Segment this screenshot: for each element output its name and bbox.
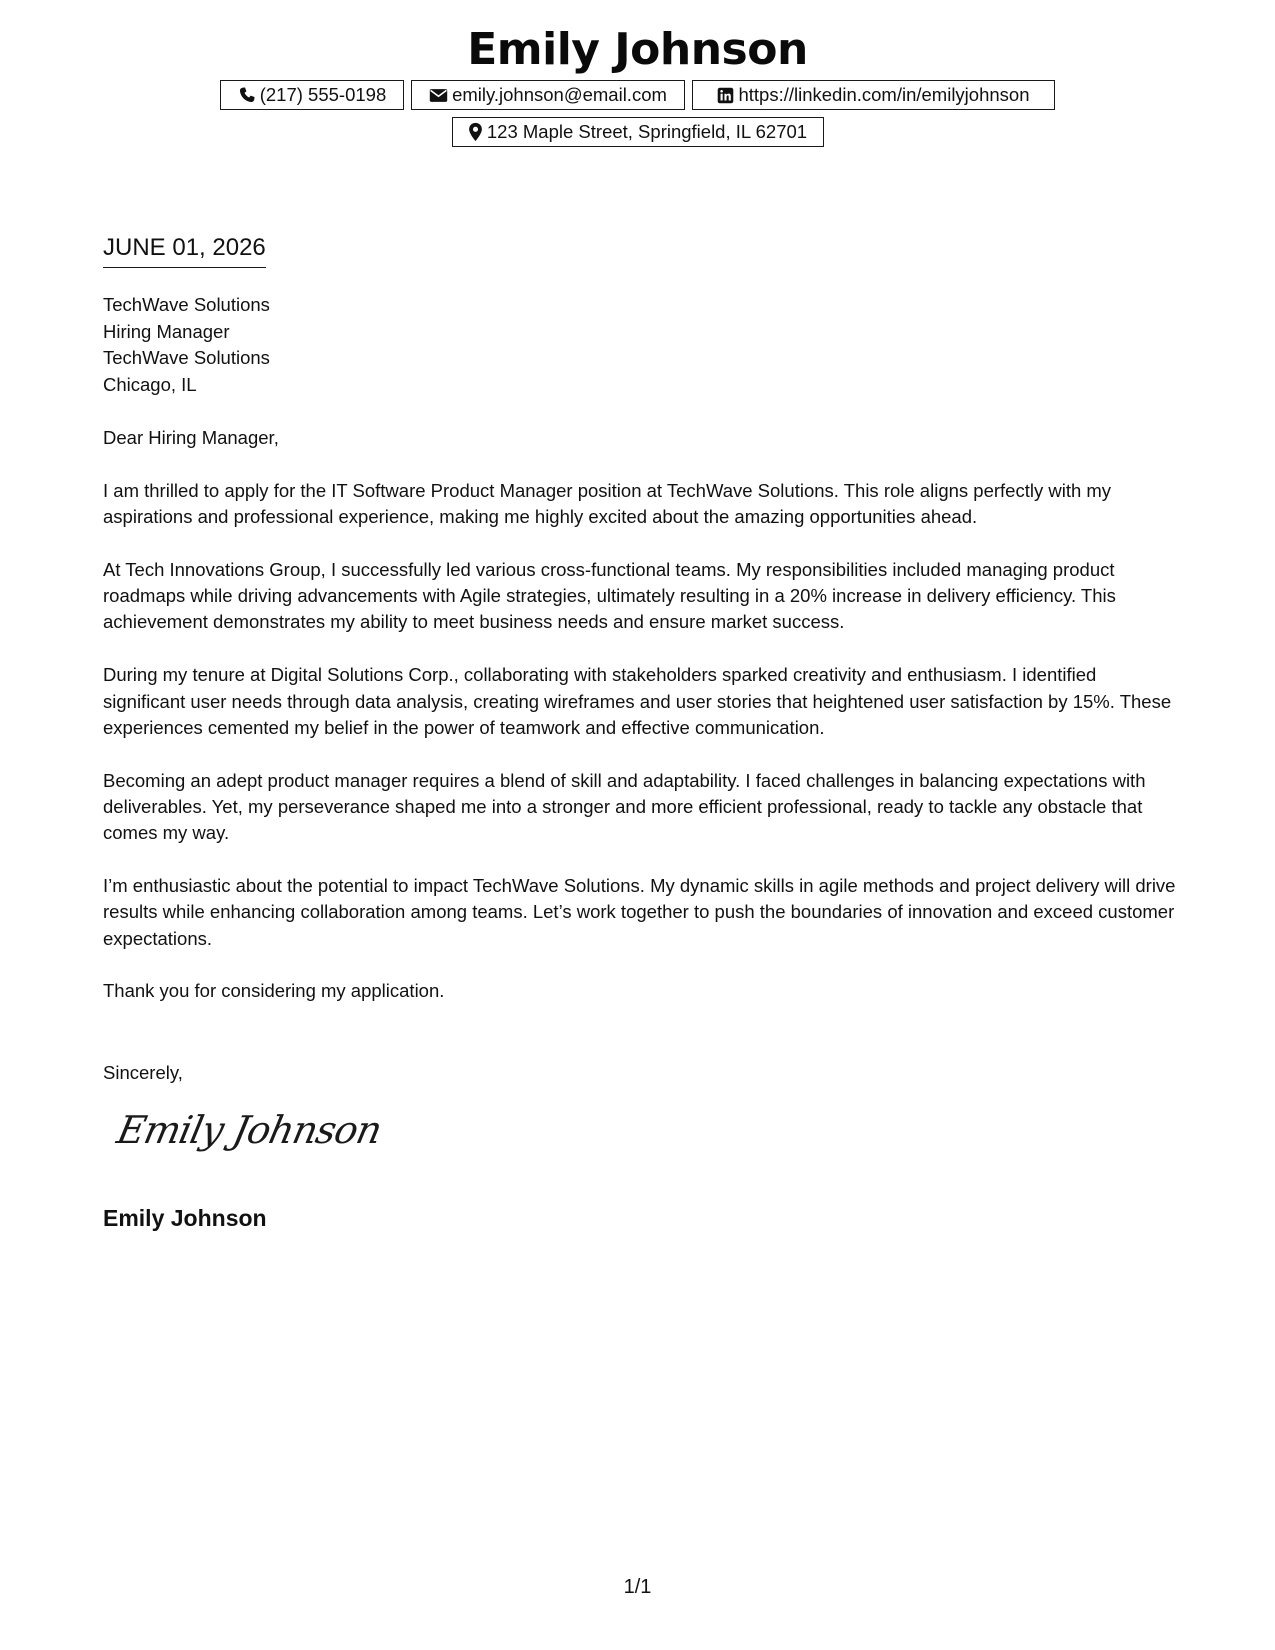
phone-icon	[238, 86, 256, 104]
recipient-line: Chicago, IL	[103, 373, 197, 395]
recipient-line: Hiring Manager	[103, 320, 230, 342]
contact-address-text: 123 Maple Street, Springfield, IL 62701	[486, 121, 808, 142]
body-paragraph: Becoming an adept product manager requires a blend of skill and adaptability. I faced challenges in balancing expectations with deliverables. Yet, my perseverance shaped me into a stronger and more efficient professional, ready to tackle any obstacle that comes my way.	[103, 769, 1146, 844]
contact-linkedin-text: https://linkedin.com/in/emilyjohnson	[738, 84, 1030, 105]
body-paragraph: During my tenure at Digital Solutions Corp., collaborating with stakeholders sparked creativity and enthusiasm. I identified significant user needs through data analysis, creating wireframes and user stories that heightened user satisfaction by 15%. These experiences cemented my belief in the power of teamwork and effective communication.	[103, 664, 1172, 738]
contact-email-text: emily.johnson@email.com	[452, 84, 667, 105]
body-paragraph: I am thrilled to apply for the IT Software Product Manager position at TechWave Solutions. This role aligns perfectly with my aspirations and professional experience, making me highly excited about the amazing opportunities ahead.	[103, 479, 1112, 528]
map-marker-icon	[468, 122, 483, 142]
handwritten-signature: Emily Johnson	[113, 1108, 386, 1152]
contact-email	[411, 80, 685, 110]
recipient-line: TechWave Solutions	[103, 347, 270, 368]
envelope-icon	[429, 88, 448, 103]
body-paragraph: I’m enthusiastic about the potential to impact TechWave Solutions. My dynamic skills in agile methods and project delivery will drive results while enhancing collaboration among teams. Let’s work together to push the boundaries of innovation and exceed customer expectations.	[103, 875, 1176, 949]
applicant-name: Emily Johnson	[467, 24, 808, 75]
page-number: 1/1	[623, 1576, 652, 1598]
contact-phone	[220, 80, 404, 110]
letter-date: JUNE 01, 2026	[103, 233, 266, 268]
contact-row-primary	[0, 80, 1275, 110]
linkedin-icon	[717, 87, 734, 104]
letter-body	[103, 425, 1178, 1031]
salutation: Dear Hiring Manager,	[103, 427, 279, 448]
body-paragraph: At Tech Innovations Group, I successfully led various cross-functional teams. My responsibilities included managing product roadmaps while driving advancements with Agile strategies, ultimately resulting in a 20% increase in delivery efficiency. This achievement demonstrates my ability to meet business needs and ensure market success.	[103, 558, 1116, 633]
contact-address	[452, 117, 824, 147]
contact-phone-text: (217) 555-0198	[259, 84, 387, 105]
signer-name: Emily Johnson	[103, 1205, 267, 1231]
contact-row-secondary	[0, 117, 1275, 147]
recipient-block	[103, 292, 270, 398]
body-paragraph: Thank you for considering my application.	[103, 980, 445, 1002]
recipient-line: TechWave Solutions	[103, 294, 270, 315]
closing: Sincerely,	[103, 1062, 183, 1083]
contact-linkedin	[692, 80, 1055, 110]
